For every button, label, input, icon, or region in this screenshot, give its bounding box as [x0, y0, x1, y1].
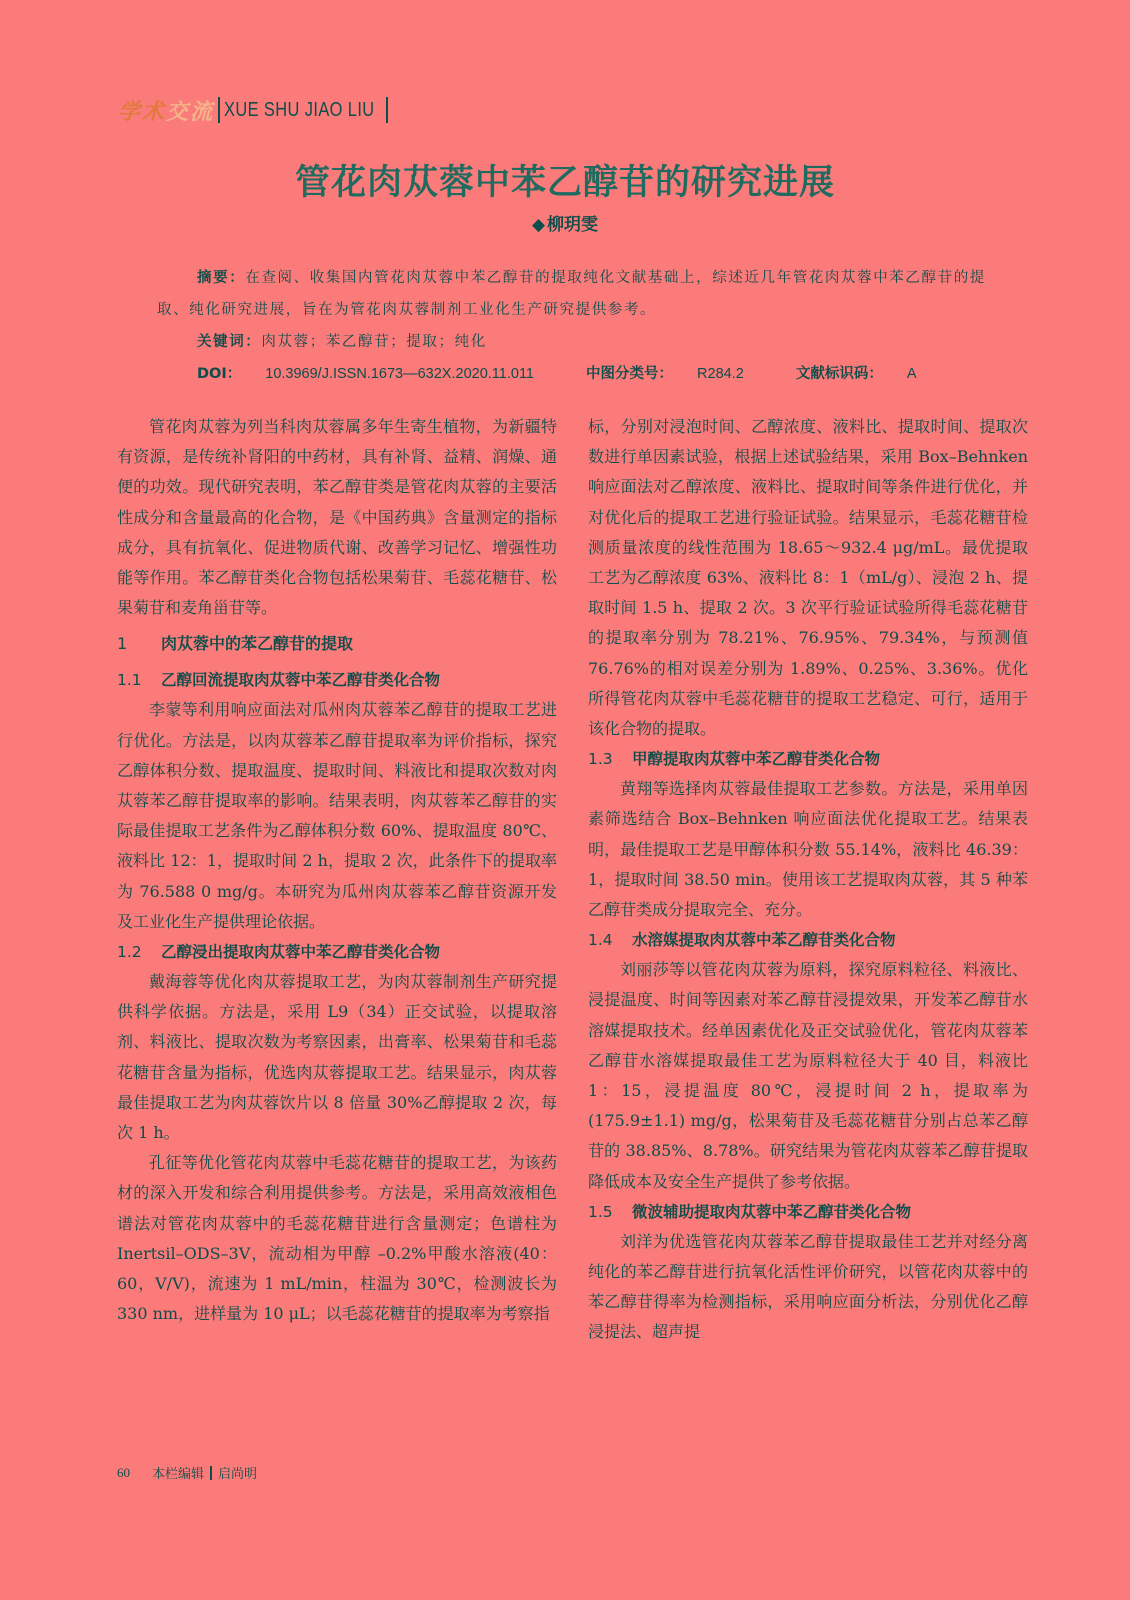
clc — [586, 366, 768, 382]
document-code-label: 文献标识码： — [795, 366, 883, 382]
article-metadata — [157, 358, 997, 390]
keywords-label: 关键词： — [197, 334, 262, 350]
abstract-text: 在查阅、收集国内管花肉苁蓉中苯乙醇苷的提取纯化文献基础上，综述近几年管花肉苁蓉中苯乙醇苷的提取、纯化研究进展，旨在为管花肉苁蓉制剂工业化生产研究提供参考。 — [157, 270, 986, 318]
abstract-label: 摘要： — [197, 270, 246, 286]
section-title: 微波辅助提取肉苁蓉中苯乙醇苷类化合物 — [632, 1202, 912, 1221]
header-divider-end — [386, 97, 388, 123]
doi — [197, 366, 558, 382]
section-1-5-heading — [588, 1197, 1028, 1227]
document-code — [796, 366, 941, 382]
editor-label: 本栏编辑 — [152, 1467, 205, 1482]
column-brand-xueshu: 学术 — [118, 98, 167, 125]
abstract-block — [157, 262, 997, 390]
document-code-value: A — [906, 366, 917, 382]
diamond-icon: ◆ — [531, 215, 546, 235]
paragraph-continued: 标，分别对浸泡时间、乙醇浓度、液料比、提取时间、提取次数进行单因素试验，根据上述试验结果，采用 Box–Behnken 响应面法对乙醇浓度、液料比、提取时间等条件进行优化，并对优化后的提取工艺进行验证试验。结果显示，毛蕊花糖苷检测质量浓度的线性范围为 18.65～932.4 μg/mL。最优提取工艺为乙醇浓度 63%、液料比 8：1（mL/g）、浸泡 2 h、提取时间 1.5 h、提取 2 次。3 次平行验证试验所得毛蕊花糖苷的提取率分别为 78.21%、76.95%、79.34%，与预测值 76.76%的相对误差分别为 1.89%、0.25%、3.36%。优化所得管花肉苁蓉中毛蕊花糖苷的提取工艺稳定、可行，适用于该化合物的提取。 — [588, 417, 1028, 739]
abstract — [157, 262, 997, 326]
journal-header — [118, 96, 388, 124]
section-title: 肉苁蓉中的苯乙醇苷的提取 — [161, 634, 354, 654]
paragraph: 刘洋为优选管花肉苁蓉苯乙醇苷提取最佳工艺并对经分离纯化的苯乙醇苷进行抗氧化活性评价研究，以管花肉苁蓉中的苯乙醇苷得率为检测指标，采用响应面分析法，分别优化乙醇浸提法、超声提 — [588, 1231, 1028, 1342]
page-number: 60 — [117, 1464, 130, 1480]
clc-label: 中图分类号： — [586, 366, 674, 382]
keywords-text: 肉苁蓉；苯乙醇苷；提取；纯化 — [261, 334, 487, 350]
section-title: 乙醇回流提取肉苁蓉中苯乙醇苷类化合物 — [161, 671, 441, 690]
section-number: 1.5 — [588, 1202, 613, 1221]
paragraph: 李蒙等利用响应面法对瓜州肉苁蓉苯乙醇苷的提取工艺进行优化。方法是，以肉苁蓉苯乙醇苷提取率为评价指标，探究乙醇体积分数、提取温度、提取时间、料液比和提取次数对肉苁蓉苯乙醇苷提取率的影响。结果表明，肉苁蓉苯乙醇苷的实际最佳提取工艺条件为乙醇体积分数 60%、提取温度 80℃、液料比 12：1，提取时间 2 h，提取 2 次，此条件下的提取率为 76.588 0 mg/g。本研究为瓜州肉苁蓉苯乙醇苷资源开发及工业化生产提供理论依据。 — [117, 700, 557, 931]
column-brand-pinyin: XUE SHU JIAO LIU — [224, 98, 375, 121]
paragraph: 孔征等优化管花肉苁蓉中毛蕊花糖苷的提取工艺，为该药材的深入开发和综合利用提供参考。方法是，采用高效液相色谱法对管花肉苁蓉中的毛蕊花糖苷进行含量测定；色谱柱为 Inertsil–ODS–3V，流动相为甲醇 –0.2%甲酸水溶液(40：60，V/V)，流速为 1 mL/min，柱温为 30℃，检测波长为 330 nm，进样量为 10 μL；以毛蕊花糖苷的提取率为考察指 — [117, 1153, 557, 1324]
section-1-1-heading — [117, 665, 557, 695]
section-number: 1.3 — [588, 750, 613, 769]
article-title: 管花肉苁蓉中苯乙醇苷的研究进展 — [294, 162, 835, 203]
doi-value: 10.3969/J.ISSN.1673—632X.2020.11.011 — [265, 366, 534, 382]
section-number: 1.4 — [588, 931, 613, 950]
clc-value: R284.2 — [697, 366, 744, 382]
body-column-right — [588, 412, 1028, 1348]
intro-paragraph: 管花肉苁蓉为列当科肉苁蓉属多年生寄生植物，为新疆特有资源，是传统补肾阳的中药材，具有补肾、益精、润燥、通便的功效。现代研究表明，苯乙醇苷类是管花肉苁蓉的主要活性成分和含量最高的化合物，是《中国药典》含量测定的指标成分，具有抗氧化、促进物质代谢、改善学习记忆、增强性功能等作用。苯乙醇苷类化合物包括松果菊苷、毛蕊花糖苷、松果菊苷和麦角甾苷等。 — [117, 417, 557, 618]
page-footer — [117, 1463, 257, 1482]
section-1-heading — [117, 629, 557, 659]
section-number: 1.1 — [117, 671, 142, 690]
keywords — [157, 326, 997, 358]
section-1-4-heading — [588, 925, 1028, 955]
footer-divider — [210, 1466, 212, 1480]
column-brand-jiaoliu: 交流 — [166, 98, 215, 125]
section-1-2-heading — [117, 937, 557, 967]
section-title: 甲醇提取肉苁蓉中苯乙醇苷类化合物 — [632, 750, 881, 769]
paragraph: 黄翔等选择肉苁蓉最佳提取工艺参数。方法是，采用单因素筛选结合 Box–Behnken 响应面法优化提取工艺。结果表明，最佳提取工艺是甲醇体积分数 55.14%，液料比 46.39：1，提取时间 38.50 min。使用该工艺提取肉苁蓉，其 5 种苯乙醇苷类成分提取完全、充分。 — [588, 779, 1028, 920]
doi-label: DOI： — [197, 366, 242, 382]
editor-name: 启尚明 — [218, 1467, 258, 1482]
body-column-left — [117, 412, 557, 1329]
section-1-3-heading — [588, 744, 1028, 774]
paragraph: 戴海蓉等优化肉苁蓉提取工艺，为肉苁蓉制剂生产研究提供科学依据。方法是，采用 L9（34）正交试验，以提取溶剂、料液比、提取次数为考察因素，出膏率、松果菊苷和毛蕊花糖苷含量为指标，优选肉苁蓉提取工艺。结果显示，肉苁蓉最佳提取工艺为肉苁蓉饮片以 8 倍量 30%乙醇提取 2 次，每次 1 h。 — [117, 972, 557, 1143]
paragraph: 刘丽莎等以管花肉苁蓉为原料，探究原料粒径、料液比、浸提温度、时间等因素对苯乙醇苷浸提效果，开发苯乙醇苷水溶媒提取技术。经单因素优化及正交试验优化，管花肉苁蓉苯乙醇苷水溶媒提取最佳工艺为原料粒径大于 40 目，料液比 1：15，浸提温度 80℃，浸提时间 2 h，提取率为(175.9±1.1) mg/g，松果菊苷及毛蕊花糖苷分别占总苯乙醇苷的 38.85%、8.78%。研究结果为管花肉苁蓉苯乙醇苷提取降低成本及安全生产提供了参考依据。 — [588, 960, 1028, 1191]
section-title: 水溶媒提取肉苁蓉中苯乙醇苷类化合物 — [632, 931, 896, 950]
header-divider — [218, 97, 220, 123]
section-title: 乙醇浸出提取肉苁蓉中苯乙醇苷类化合物 — [161, 943, 441, 962]
author-name: 柳玥雯 — [547, 215, 599, 235]
section-number: 1 — [117, 634, 128, 654]
section-number: 1.2 — [117, 943, 142, 962]
author-line — [0, 210, 1130, 235]
